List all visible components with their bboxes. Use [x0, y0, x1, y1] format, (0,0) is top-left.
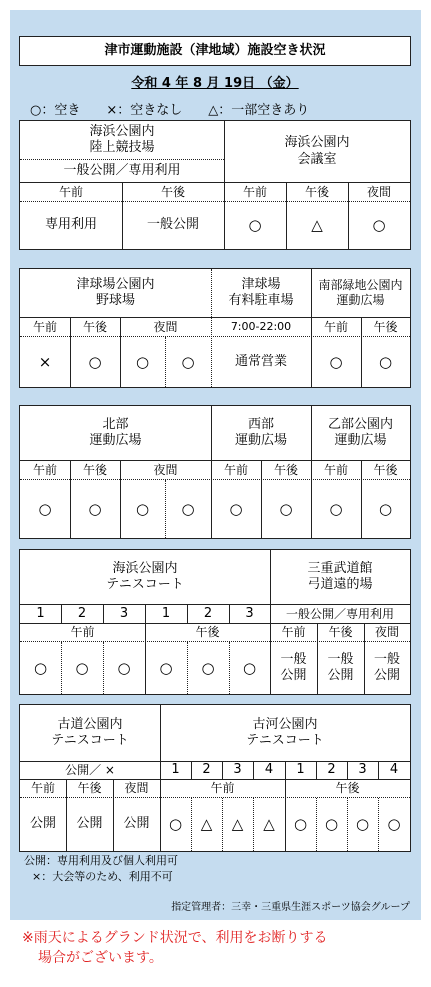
status-value: ○	[88, 352, 102, 371]
period-label: 夜間	[153, 319, 178, 334]
period-label: 午後	[373, 319, 398, 334]
period-label: 午前	[70, 625, 95, 639]
furumichi-tennis-title: 古道公園内 テニスコート	[51, 716, 129, 748]
status-value: ○	[329, 499, 343, 518]
period-label: 午後	[373, 462, 398, 477]
status-value: ○	[387, 815, 401, 834]
baseball-title: 津球場公園内 野球場	[76, 276, 155, 308]
court-number: 2	[202, 762, 211, 778]
court-number: 2	[77, 605, 87, 621]
status-value: △	[231, 815, 244, 834]
status-value: 一般公開	[146, 217, 199, 233]
rain-notice-line1: ※雨天によるグランド状況で、利用をお断りする	[22, 930, 328, 946]
period-label: 午前	[32, 319, 57, 334]
status-value: ○	[181, 499, 195, 518]
otobe-ground-title: 乙部公園内 運動広場	[327, 416, 393, 448]
furukawa-tennis-title: 古河公園内 テニスコート	[246, 716, 324, 748]
status-value: ×	[38, 352, 52, 371]
status-panel	[10, 10, 421, 920]
status-value: ○	[135, 499, 150, 518]
status-value: ○	[33, 658, 48, 677]
court-number: 2	[327, 762, 336, 778]
west-ground-title: 西部 運動広場	[234, 416, 287, 448]
section-seaside-tennis	[19, 549, 411, 695]
period-label: 7:00-22:00	[230, 320, 292, 334]
period-label: 午後	[328, 625, 353, 639]
status-value: ○	[201, 658, 215, 677]
status-value: ○	[329, 352, 343, 371]
period-label: 夜間	[153, 462, 178, 477]
legend-available: ○：空き	[30, 103, 81, 118]
section-baseball	[19, 268, 411, 388]
status-value: ○	[378, 499, 393, 518]
status-value: 公開	[123, 816, 150, 832]
note-unavailable: ×：大会等のため、利用不可	[32, 870, 173, 883]
status-value: ○	[355, 815, 370, 834]
meeting-room-title: 海浜公園内 会議室	[284, 135, 350, 167]
page-title: 津市運動施設（津地域）施設空き状況	[19, 36, 411, 66]
south-ground-title: 南部緑地公園内 運動広場	[318, 278, 403, 307]
status-value: △	[311, 216, 323, 235]
period-label: 午後	[335, 781, 360, 795]
section-grounds	[19, 405, 411, 539]
period-label: 午前	[210, 781, 235, 795]
period-label: 午後	[273, 462, 298, 477]
legend-unavailable: ×：空きなし	[106, 103, 183, 118]
section-seaside-track	[19, 120, 411, 250]
status-value: 一般 公開	[327, 651, 354, 683]
status-value: ○	[159, 658, 173, 677]
court-number: 3	[358, 762, 367, 778]
status-value: ○	[88, 499, 102, 518]
track-title: 海浜公園内 陸上競技場	[89, 123, 155, 155]
status-value: 公開	[76, 816, 103, 832]
legend-partial: △：一部空きあり	[208, 103, 310, 118]
period-label: 午前	[242, 184, 267, 199]
status-value: △	[200, 815, 213, 834]
status-value: ○	[372, 216, 386, 235]
status-value: △	[263, 815, 275, 834]
period-label: 午前	[58, 184, 83, 199]
period-label: 午後	[82, 319, 107, 334]
court-number: 2	[203, 605, 213, 621]
court-number: 4	[264, 762, 274, 778]
parking-title: 津球場 有料駐車場	[228, 276, 294, 308]
status-value: ○	[135, 352, 150, 371]
status-value: ○	[38, 499, 52, 518]
status-value: ○	[75, 658, 89, 677]
status-value: ○	[242, 658, 257, 677]
period-label: 午前	[281, 625, 306, 639]
status-value: 公開	[29, 816, 56, 832]
status-value: ○	[229, 499, 243, 518]
status-value: ○	[181, 352, 195, 371]
legend	[30, 99, 410, 119]
status-value: ○	[248, 216, 262, 235]
status-value: 一般 公開	[280, 651, 307, 683]
period-label: 午前	[323, 319, 348, 334]
furumichi-mode: 公開／ ×	[65, 763, 115, 777]
status-value: ○	[279, 499, 293, 518]
rain-notice	[22, 928, 327, 968]
period-label: 午後	[160, 184, 185, 199]
period-label: 午後	[77, 781, 102, 795]
court-number: 1	[161, 605, 171, 621]
court-number: 4	[389, 762, 399, 778]
court-number: 3	[119, 605, 129, 621]
seaside-tennis-title: 海浜公園内 テニスコート	[106, 560, 184, 592]
status-value: 通常営業	[234, 353, 287, 369]
status-value: 専用利用	[44, 217, 97, 233]
period-label: 午前	[32, 462, 57, 477]
status-value: ○	[293, 815, 308, 834]
track-mode: 一般公開／専用利用	[63, 162, 181, 178]
date-label: 令和 4 年 8 月 19日 （金）	[131, 75, 299, 91]
north-ground-title: 北部 運動広場	[89, 416, 142, 448]
court-number: 3	[233, 762, 242, 778]
period-label: 夜間	[366, 184, 391, 199]
period-label: 午前	[223, 462, 248, 477]
period-label: 夜間	[124, 781, 149, 795]
period-label: 午後	[304, 184, 329, 199]
court-number: 1	[296, 762, 305, 778]
court-number: 1	[171, 762, 180, 778]
court-number: 1	[36, 605, 45, 621]
budokan-title: 三重武道館 弓道遠的場	[307, 560, 373, 592]
status-value: ○	[324, 815, 339, 834]
status-value: ○	[168, 815, 183, 834]
period-label: 午前	[323, 462, 348, 477]
rain-notice-line2: 場合がございます。	[38, 950, 163, 966]
period-label: 午後	[195, 625, 220, 639]
period-label: 夜間	[374, 625, 399, 639]
status-value: 一般 公開	[373, 651, 400, 683]
note-public: 公開：専用利用及び個人利用可	[24, 854, 178, 867]
period-label: 午後	[82, 462, 107, 477]
status-value: ○	[378, 352, 393, 371]
period-label: 午前	[30, 781, 55, 795]
budokan-mode: 一般公開／専用利用	[285, 606, 394, 621]
court-number: 3	[245, 605, 254, 621]
manager-label: 指定管理者：三幸・三重県生涯スポーツ協会グループ	[171, 902, 410, 913]
notes	[24, 853, 414, 885]
section-tennis-courts	[19, 704, 411, 852]
status-value: ○	[117, 658, 131, 677]
